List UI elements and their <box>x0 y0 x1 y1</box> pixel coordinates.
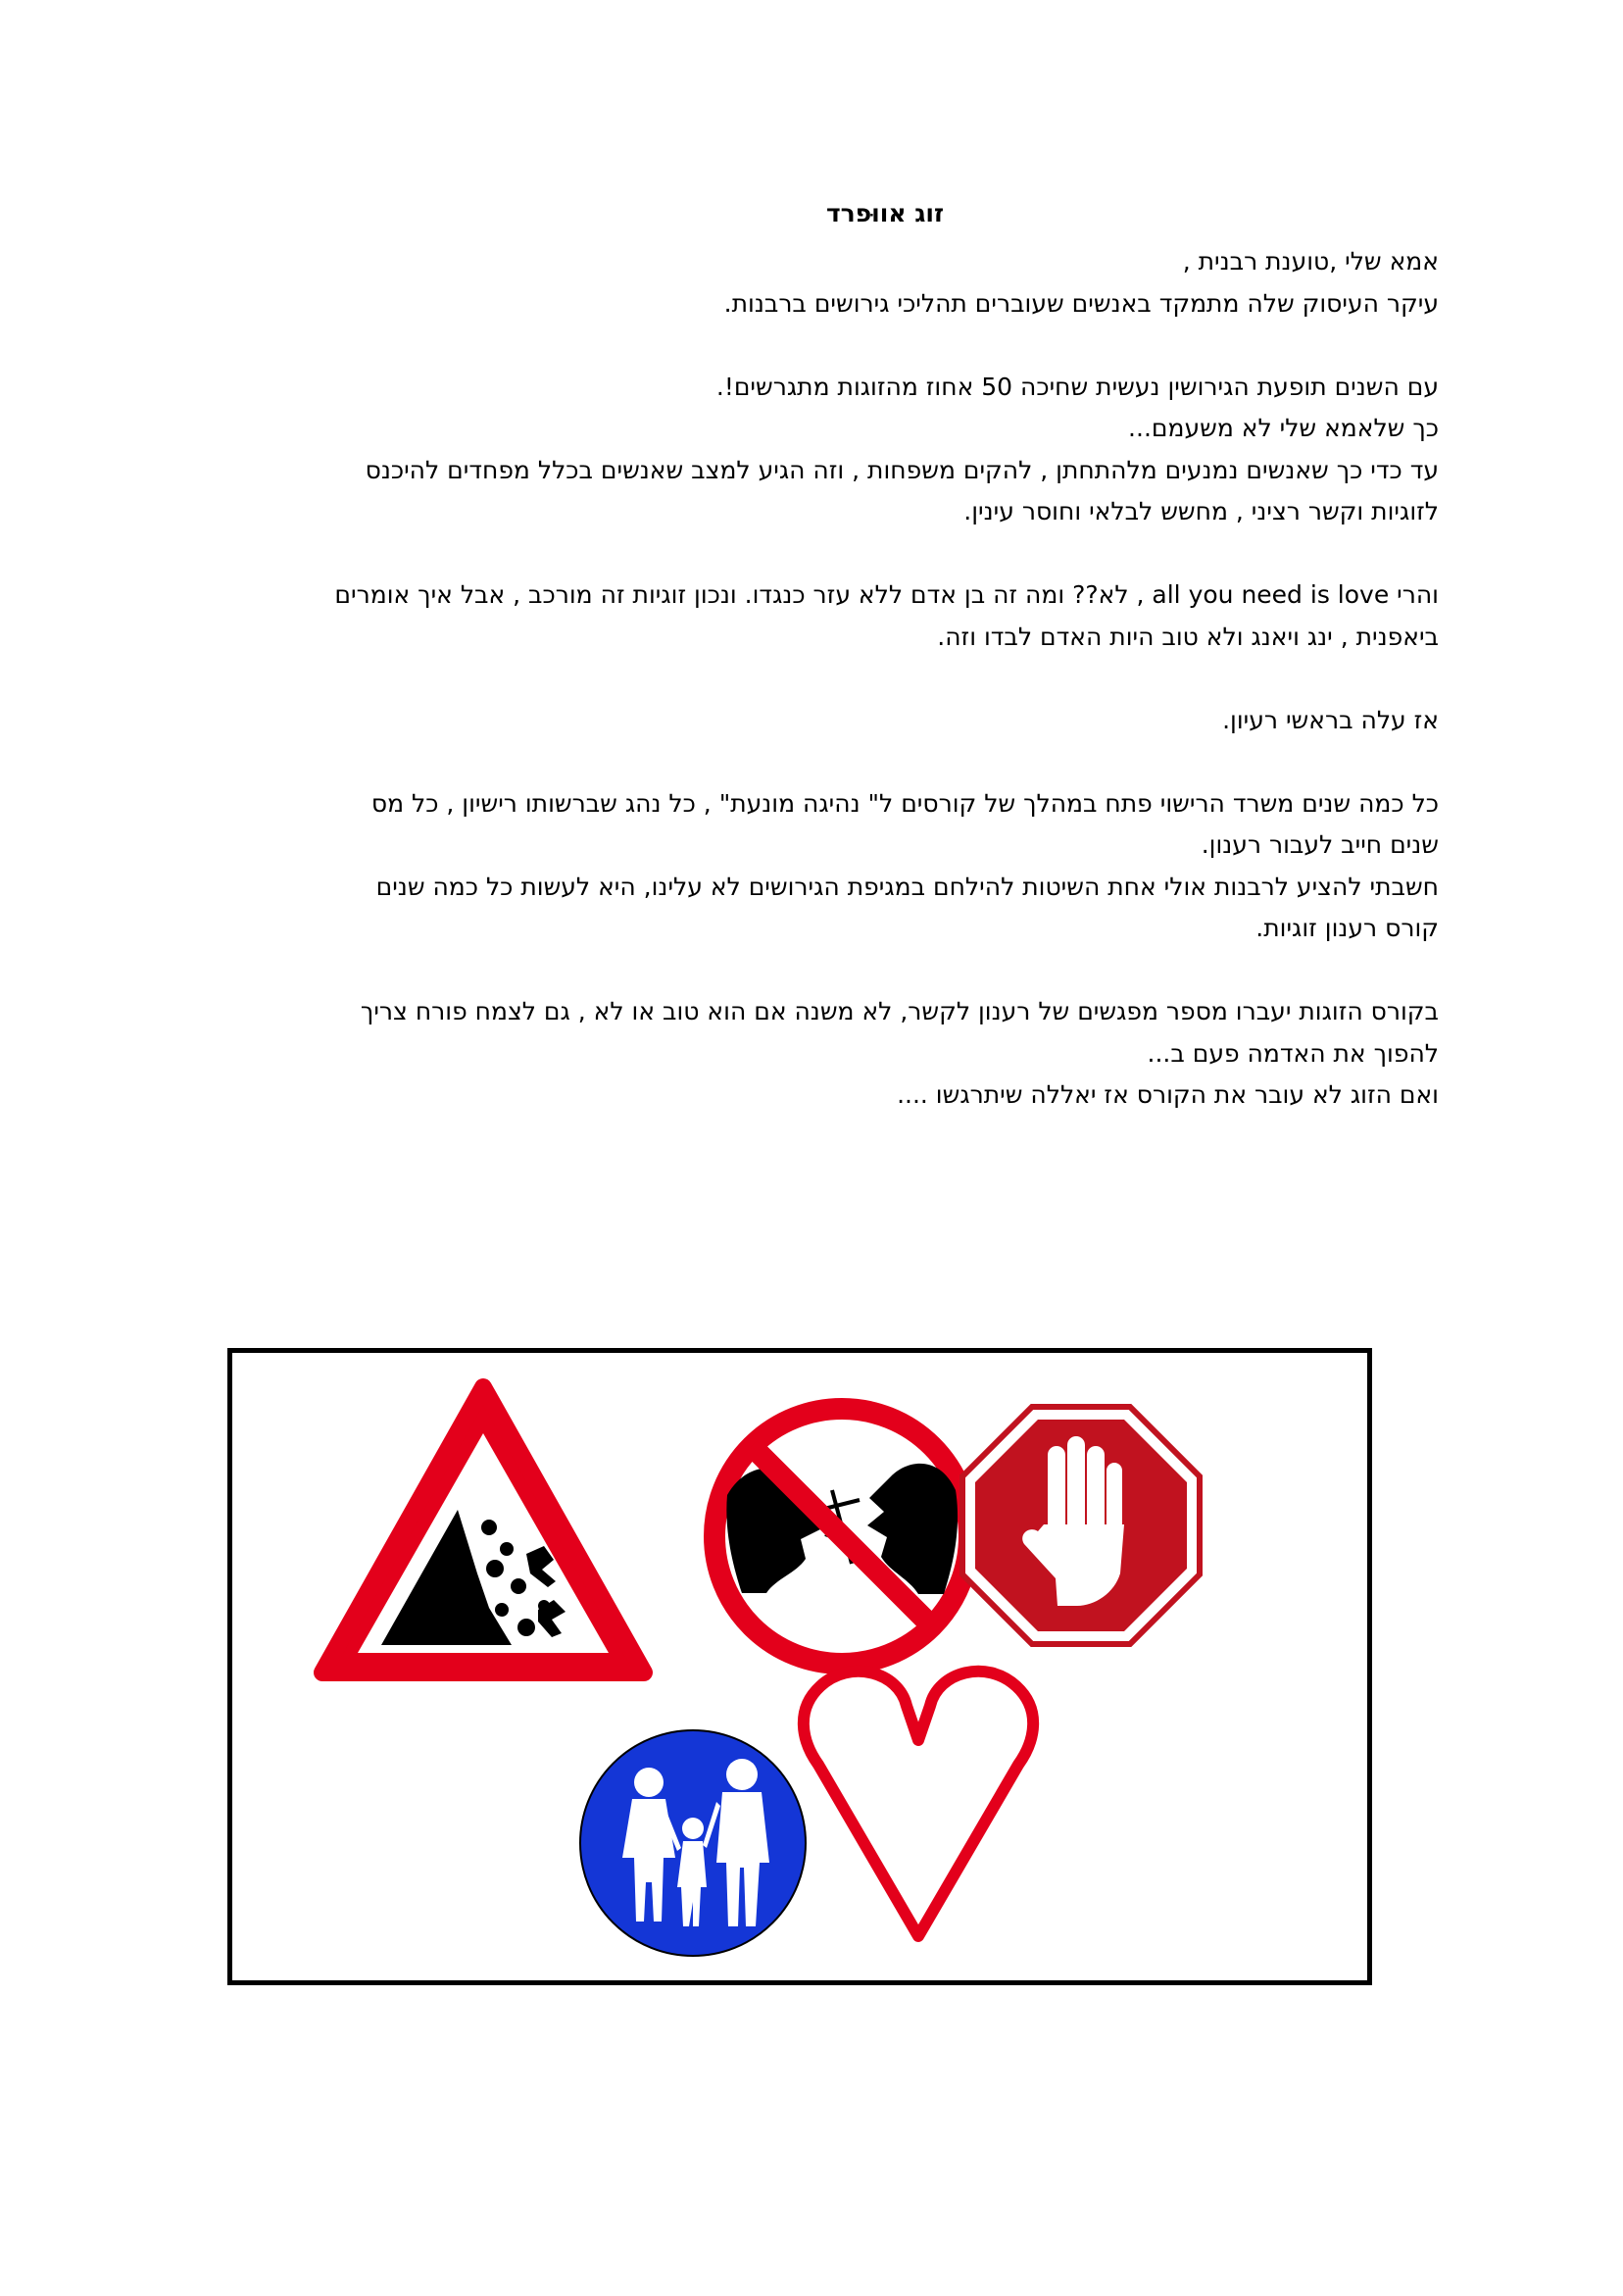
red-heart-outline-sign <box>804 1672 1033 1936</box>
text-line: לזוגיות וקשר רציני , מחשש לבלאי וחוסר עינין. <box>963 497 1439 525</box>
falling-rocks-warning-sign <box>322 1387 644 1672</box>
signs-svg <box>232 1353 1367 1980</box>
text-line: בקורס הזוגות יעברו מספר מפגשים של רענון לקשר, לא משנה אם הוא טוב או לא , גם לצמח פורח צריך <box>360 997 1439 1025</box>
stop-hand-sign <box>962 1407 1200 1644</box>
text-line: קורס רענון זוגיות. <box>1255 914 1439 942</box>
text-line: כך שלאמא שלי לא משעמם... <box>1128 414 1439 442</box>
signs-illustration <box>227 1348 1372 1985</box>
text-line: חשבתי להציע לרבנות אולי אחת השיטות להילחם במגיפת הגירושים לא עלינו, היא לעשות כל כמה שנים <box>375 872 1439 901</box>
text-line: ביאפנית , ינג ויאנג ולא טוב היות האדם לבדו וזה. <box>937 622 1439 651</box>
text-line: שנים חייב לעבור רענון. <box>1201 830 1439 859</box>
text-line: עם השנים תופעת הגירושין נעשית שחיכה 50 אחוז מהזוגות מתגרשים!. <box>715 372 1439 401</box>
page-title: זוג אווּפרד <box>825 199 945 227</box>
text-line: עד כדי כך שאנשים נמנעים מלהתחתן , להקים משפחות , וזה הגיע למצב שאנשים בכלל מפחדים להיכנס <box>365 455 1439 484</box>
body-text <box>194 241 1439 1117</box>
text-line: עיקר העיסוק שלה מתמקד באנשים שעוברים תהליכי גירושים ברבנות. <box>723 288 1439 318</box>
text-line: והרי all you need is love , לא?? ומה זה בן אדם ללא עזר כנגדו. ונכון זוגיות זה מורכב , אבל איך אומרים <box>334 580 1439 609</box>
text-line: ואם הזוג לא עובר את הקורס אז יאללה שיתרגשו .... <box>897 1080 1439 1109</box>
text-line: אז עלה בראשי רעיון. <box>1222 705 1439 734</box>
text-line: כל כמה שנים משרד הרישוי פתח במהלך של קורסים ל" נהיגה מונעת" , כל נהג שברשותו רישיון , כל מס <box>370 788 1439 818</box>
text-line: להפוך את האדמה פעם ב... <box>1147 1038 1439 1068</box>
no-arguing-sign <box>714 1409 969 1664</box>
text-line: אמא שלי ,טוענת רבנית , <box>1182 247 1439 275</box>
family-blue-sign <box>580 1730 806 1956</box>
